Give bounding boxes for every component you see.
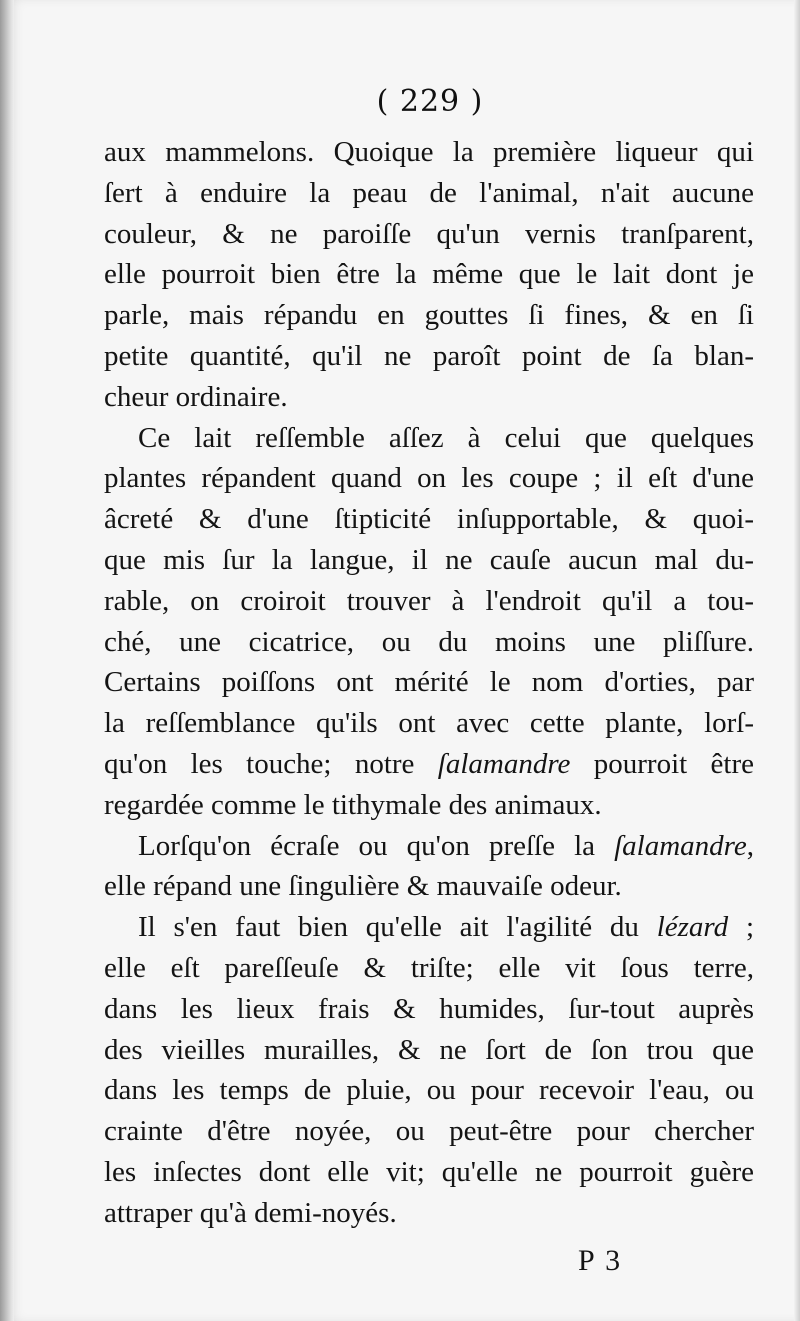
text-line: plantes répandent quand on les coupe ; il eſt d'une <box>104 462 754 495</box>
text-line: ſert à enduire la peau de l'animal, n'ait aucune <box>104 176 754 209</box>
text-line: regardée comme le tithymale des animaux. <box>104 788 602 821</box>
italic-term: ſalamandre <box>437 747 571 780</box>
text-line: dans les lieux frais & humides, ſur-tout auprès <box>104 992 754 1025</box>
text-segment: Lorſqu'on écraſe ou qu'on preſſe la <box>138 829 615 862</box>
text-segment: pourroit être <box>570 747 755 780</box>
text-line <box>104 826 754 867</box>
italic-term: ſalamandre <box>614 829 747 862</box>
text-line: Certains poiſſons ont mérité le nom d'orties, par <box>104 666 754 699</box>
text-line: attraper qu'à demi-noyés. <box>104 1196 397 1229</box>
page-right-edge <box>794 0 800 1321</box>
text-line: parle, mais répandu en gouttes ſi fines, & en ſi <box>104 299 754 332</box>
signature-mark: P 3 <box>578 1244 623 1277</box>
text-line: couleur, & ne paroiſſe qu'un vernis tranſparent, <box>104 217 754 250</box>
text-line <box>104 907 754 948</box>
page-binding-shadow <box>0 0 14 1321</box>
text-line: la reſſemblance qu'ils ont avec cette plante, lorſ- <box>104 707 754 740</box>
italic-term: lézard <box>656 911 729 944</box>
text-line: aux mammelons. Quoique la première liqueur qui <box>104 136 754 168</box>
body-text <box>104 132 754 1234</box>
text-line: rable, on croiroit trouver à l'endroit qu'il a tou- <box>104 584 754 617</box>
text-line: âcreté & d'une ſtipticité inſupportable, & quoi- <box>104 503 754 536</box>
text-line: crainte d'être noyée, ou peut-être pour chercher <box>104 1115 754 1148</box>
text-line: petite quantité, qu'il ne paroît point de ſa blan- <box>104 339 754 372</box>
text-segment: Il s'en faut bien qu'elle ait l'agilité du <box>138 911 657 944</box>
text-segment: qu'on les touche; notre <box>104 747 438 780</box>
text-line: que mis ſur la langue, il ne cauſe aucun mal du- <box>104 543 754 576</box>
text-line: Ce lait reſſemble aſſez à celui que quelques <box>138 421 754 454</box>
text-line: des vieilles murailles, & ne ſort de ſon trou que <box>104 1033 754 1066</box>
text-line: cheur ordinaire. <box>104 380 288 413</box>
text-segment: , <box>746 829 754 862</box>
text-line: elle eſt pareſſeuſe & triſte; elle vit ſous terre, <box>104 951 754 984</box>
text-line: elle pourroit bien être la même que le lait dont je <box>104 258 754 291</box>
text-line: les inſectes dont elle vit; qu'elle ne pourroit guère <box>104 1155 754 1188</box>
text-segment: ; <box>728 911 754 944</box>
text-line: ché, une cicatrice, ou du moins une pliſſure. <box>104 625 754 658</box>
page-number: ( 229 ) <box>376 84 484 119</box>
text-line: elle répand une ſingulière & mauvaiſe odeur. <box>104 870 622 903</box>
text-line <box>104 744 754 785</box>
text-line: dans les temps de pluie, ou pour recevoir l'eau, ou <box>104 1074 754 1107</box>
